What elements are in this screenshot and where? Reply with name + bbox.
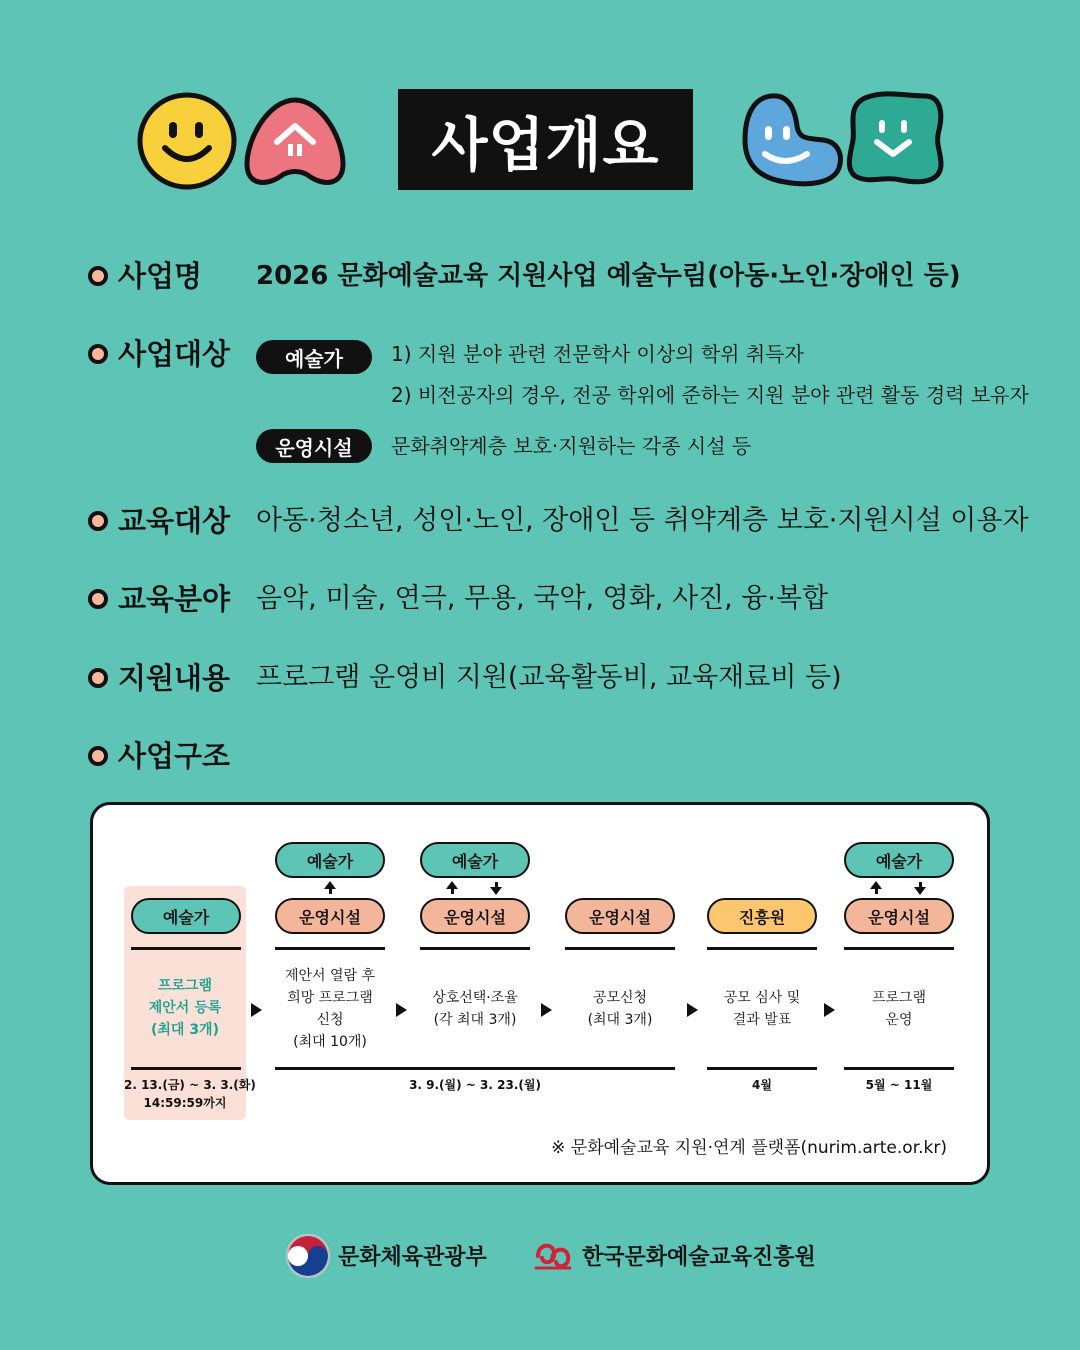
step-5-pill: 진흥원 <box>707 898 817 934</box>
divider <box>707 947 817 950</box>
section-label: 지원내용 <box>118 661 231 695</box>
yellow-smiley-icon <box>137 92 237 190</box>
agency-name: 한국문화예술교육진흥원 <box>582 1245 816 1270</box>
section-value: 음악, 미술, 연극, 무용, 국악, 영화, 사진, 융·복합 <box>256 583 829 614</box>
step-2-top-pill: 예술가 <box>275 842 385 878</box>
divider <box>131 1067 241 1070</box>
divider <box>844 947 954 950</box>
step-2-pill: 운영시설 <box>275 898 385 934</box>
step-3-top-pill: 예술가 <box>420 842 530 878</box>
bullet-icon <box>88 266 108 286</box>
section-value: 아동·청소년, 성인·노인, 장애인 등 취약계층 보호·지원시설 이용자 <box>256 505 1029 536</box>
ministry-emblem-icon <box>285 1233 331 1279</box>
arrow-up-icon <box>324 881 336 889</box>
blue-blob-icon <box>741 90 845 188</box>
section-label: 교육대상 <box>118 504 231 538</box>
step-4-pill: 운영시설 <box>565 898 675 934</box>
section-edu-field <box>88 581 828 617</box>
section-label: 사업대상 <box>118 337 231 371</box>
section-value: 2026 문화예술교육 지원사업 예술누림(아동·노인·장애인 등) <box>256 261 961 291</box>
bullet-icon <box>88 344 108 364</box>
facility-pill: 운영시설 <box>256 429 372 463</box>
step-4-desc: 공모신청 (최대 3개) <box>587 990 653 1028</box>
divider <box>844 1067 954 1070</box>
section-name <box>88 258 961 294</box>
bullet-icon <box>88 511 108 531</box>
section-support <box>88 660 842 696</box>
arrow-up-icon <box>446 881 458 889</box>
divider <box>420 947 530 950</box>
step-3-desc: 상호선택·조율 (각 최대 3개) <box>432 990 518 1028</box>
bullet-icon <box>88 746 108 766</box>
step-5-date: 4월 <box>752 1078 772 1092</box>
artist-condition-2: 2) 비전공자의 경우, 전공 학위에 준하는 지원 분야 관련 활동 경력 보유자 <box>391 383 1029 407</box>
bullet-icon <box>88 589 108 609</box>
step-1-date: 2. 13.(금) ~ 3. 3.(화) 14:59:59까지 <box>124 1078 256 1110</box>
section-structure <box>88 738 256 774</box>
arrow-down-icon <box>490 887 502 895</box>
page-title: 사업개요 <box>398 89 693 190</box>
step-6-pill: 운영시설 <box>844 898 954 934</box>
pink-house-icon <box>241 94 349 190</box>
header <box>0 88 1080 192</box>
step-3-pill: 운영시설 <box>420 898 530 934</box>
platform-note: ※ 문화예술교육 지원·연계 플랫폼(nurim.arte.or.kr) <box>551 1138 947 1158</box>
artist-condition-1: 1) 지원 분야 관련 전문학사 이상의 학위 취득자 <box>391 342 804 366</box>
section-edu-target <box>88 503 1029 539</box>
teal-blob-icon <box>845 90 945 188</box>
step-6-date: 5월 ~ 11월 <box>865 1078 933 1092</box>
section-label: 사업명 <box>118 259 203 293</box>
arrow-down-icon <box>914 887 926 895</box>
agency-logo-icon <box>532 1236 574 1276</box>
step-6-desc: 프로그램 운영 <box>871 990 927 1028</box>
divider <box>131 947 241 950</box>
step-6-top-pill: 예술가 <box>844 842 954 878</box>
footer <box>0 1228 1080 1284</box>
step-5-desc: 공모 심사 및 결과 발표 <box>723 990 801 1028</box>
step-1-pill: 예술가 <box>131 898 241 934</box>
divider <box>275 947 385 950</box>
divider <box>565 947 675 950</box>
step-2-desc: 제안서 열람 후 희망 프로그램 신청 (최대 10개) <box>284 968 376 1050</box>
facility-condition: 문화취약계층 보호·지원하는 각종 시설 등 <box>391 434 752 458</box>
step-1-desc: 프로그램 제안서 등록 (최대 3개) <box>148 978 222 1038</box>
arrow-up-icon <box>870 881 882 889</box>
structure-diagram <box>90 802 990 1185</box>
section-label: 교육분야 <box>118 582 231 616</box>
section-target <box>88 336 256 372</box>
divider <box>275 1067 675 1070</box>
section-label: 사업구조 <box>118 739 231 773</box>
steps-2-4-date: 3. 9.(월) ~ 3. 23.(월) <box>409 1078 541 1092</box>
section-value: 프로그램 운영비 지원(교육활동비, 교육재료비 등) <box>256 662 842 693</box>
divider <box>707 1067 817 1070</box>
bullet-icon <box>88 668 108 688</box>
artist-pill: 예술가 <box>256 340 372 374</box>
ministry-name: 문화체육관광부 <box>338 1245 487 1270</box>
